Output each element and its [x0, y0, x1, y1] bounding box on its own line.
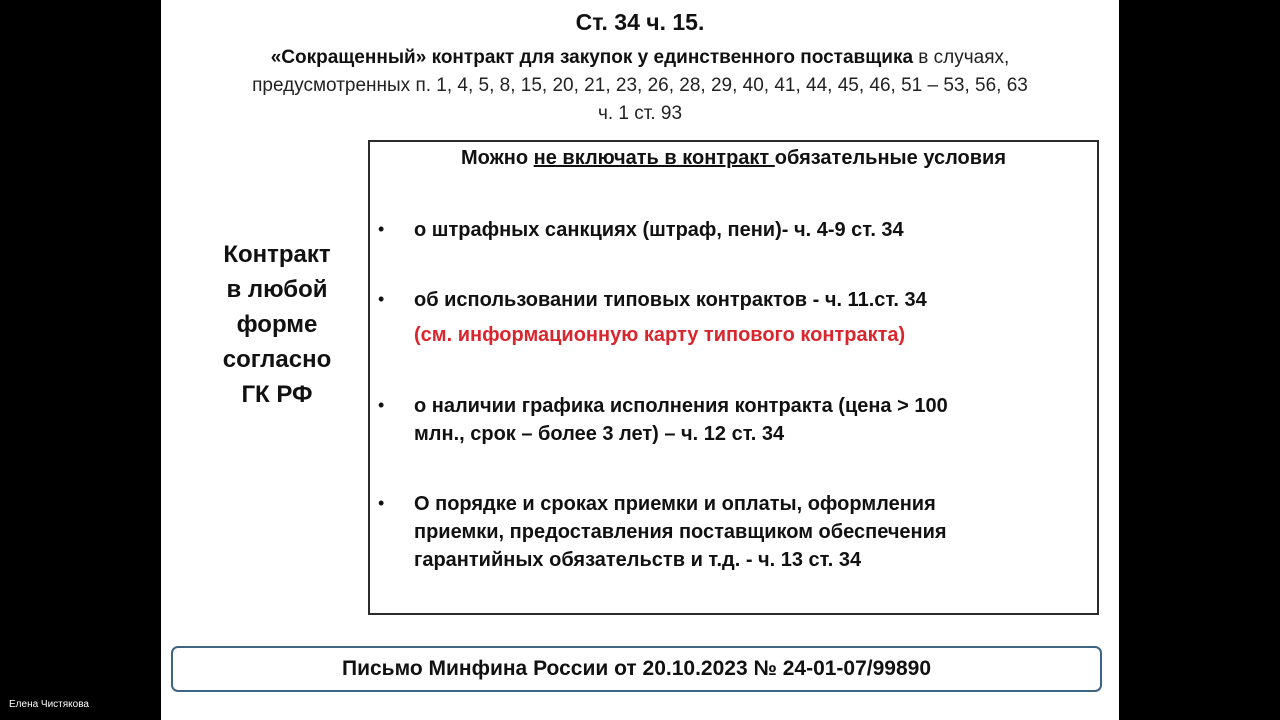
- contract-form-note: [191, 237, 363, 412]
- conditions-box: [368, 140, 1099, 615]
- left-text-line: Контракт: [223, 241, 331, 268]
- participant-name-label: Елена Чистякова: [9, 699, 89, 710]
- presentation-slide: [161, 0, 1119, 720]
- subtitle-line-2: предусмотренных п. 1, 4, 5, 8, 15, 20, 21, 23, 26, 28, 29, 40, 41, 44, 45, 46, 51 – 53, 56, 63: [252, 75, 1028, 96]
- bullet-icon: •: [378, 493, 385, 513]
- conditions-heading: [370, 147, 1097, 170]
- ministry-letter-reference: Письмо Минфина России от 20.10.2023 № 24-01-07/99890: [171, 646, 1102, 692]
- subtitle-line-3: ч. 1 ст. 93: [597, 103, 683, 124]
- subtitle-bold: «Сокращенный» контракт для закупок у единственного поставщика: [270, 47, 914, 68]
- typical-contract-note: (см. информационную карту типового контракта): [414, 324, 906, 346]
- condition-line: О порядке и сроках приемки и оплаты, оформления: [414, 493, 936, 515]
- condition-item: [414, 490, 1074, 574]
- left-text-line: в любой: [226, 276, 328, 303]
- condition-line: об использовании типовых контрактов - ч. 11.ст. 34: [414, 289, 927, 311]
- condition-line: о наличии графика исполнения контракта (цена > 100: [414, 395, 948, 417]
- condition-item: [414, 286, 1074, 349]
- bullet-icon: •: [378, 395, 385, 415]
- heading-underlined: не включать в контракт: [533, 147, 775, 169]
- condition-item: [414, 392, 1074, 448]
- subtitle-line-1-rest: в случаях,: [913, 47, 1010, 68]
- condition-line: о штрафных санкциях (штраф, пени)- ч. 4-9 ст. 34: [414, 219, 904, 241]
- subtitle-line-1: [181, 44, 1099, 72]
- left-text-line: форме: [236, 311, 318, 338]
- slide-subtitle: [181, 44, 1099, 128]
- left-text-line: ГК РФ: [241, 381, 313, 408]
- heading-post: обязательные условия: [774, 147, 1006, 169]
- bullet-icon: •: [378, 289, 385, 309]
- condition-line: приемки, предоставления поставщиком обеспечения: [414, 521, 947, 543]
- condition-line: млн., срок – более 3 лет) – ч. 12 ст. 34: [414, 423, 785, 445]
- heading-pre: Можно: [461, 147, 534, 169]
- left-text-line: согласно: [222, 346, 332, 373]
- condition-item: [414, 216, 1074, 244]
- condition-line: гарантийных обязательств и т.д. - ч. 13 ст. 34: [414, 549, 862, 571]
- slide-title: Ст. 34 ч. 15.: [575, 9, 705, 35]
- bullet-icon: •: [378, 219, 385, 239]
